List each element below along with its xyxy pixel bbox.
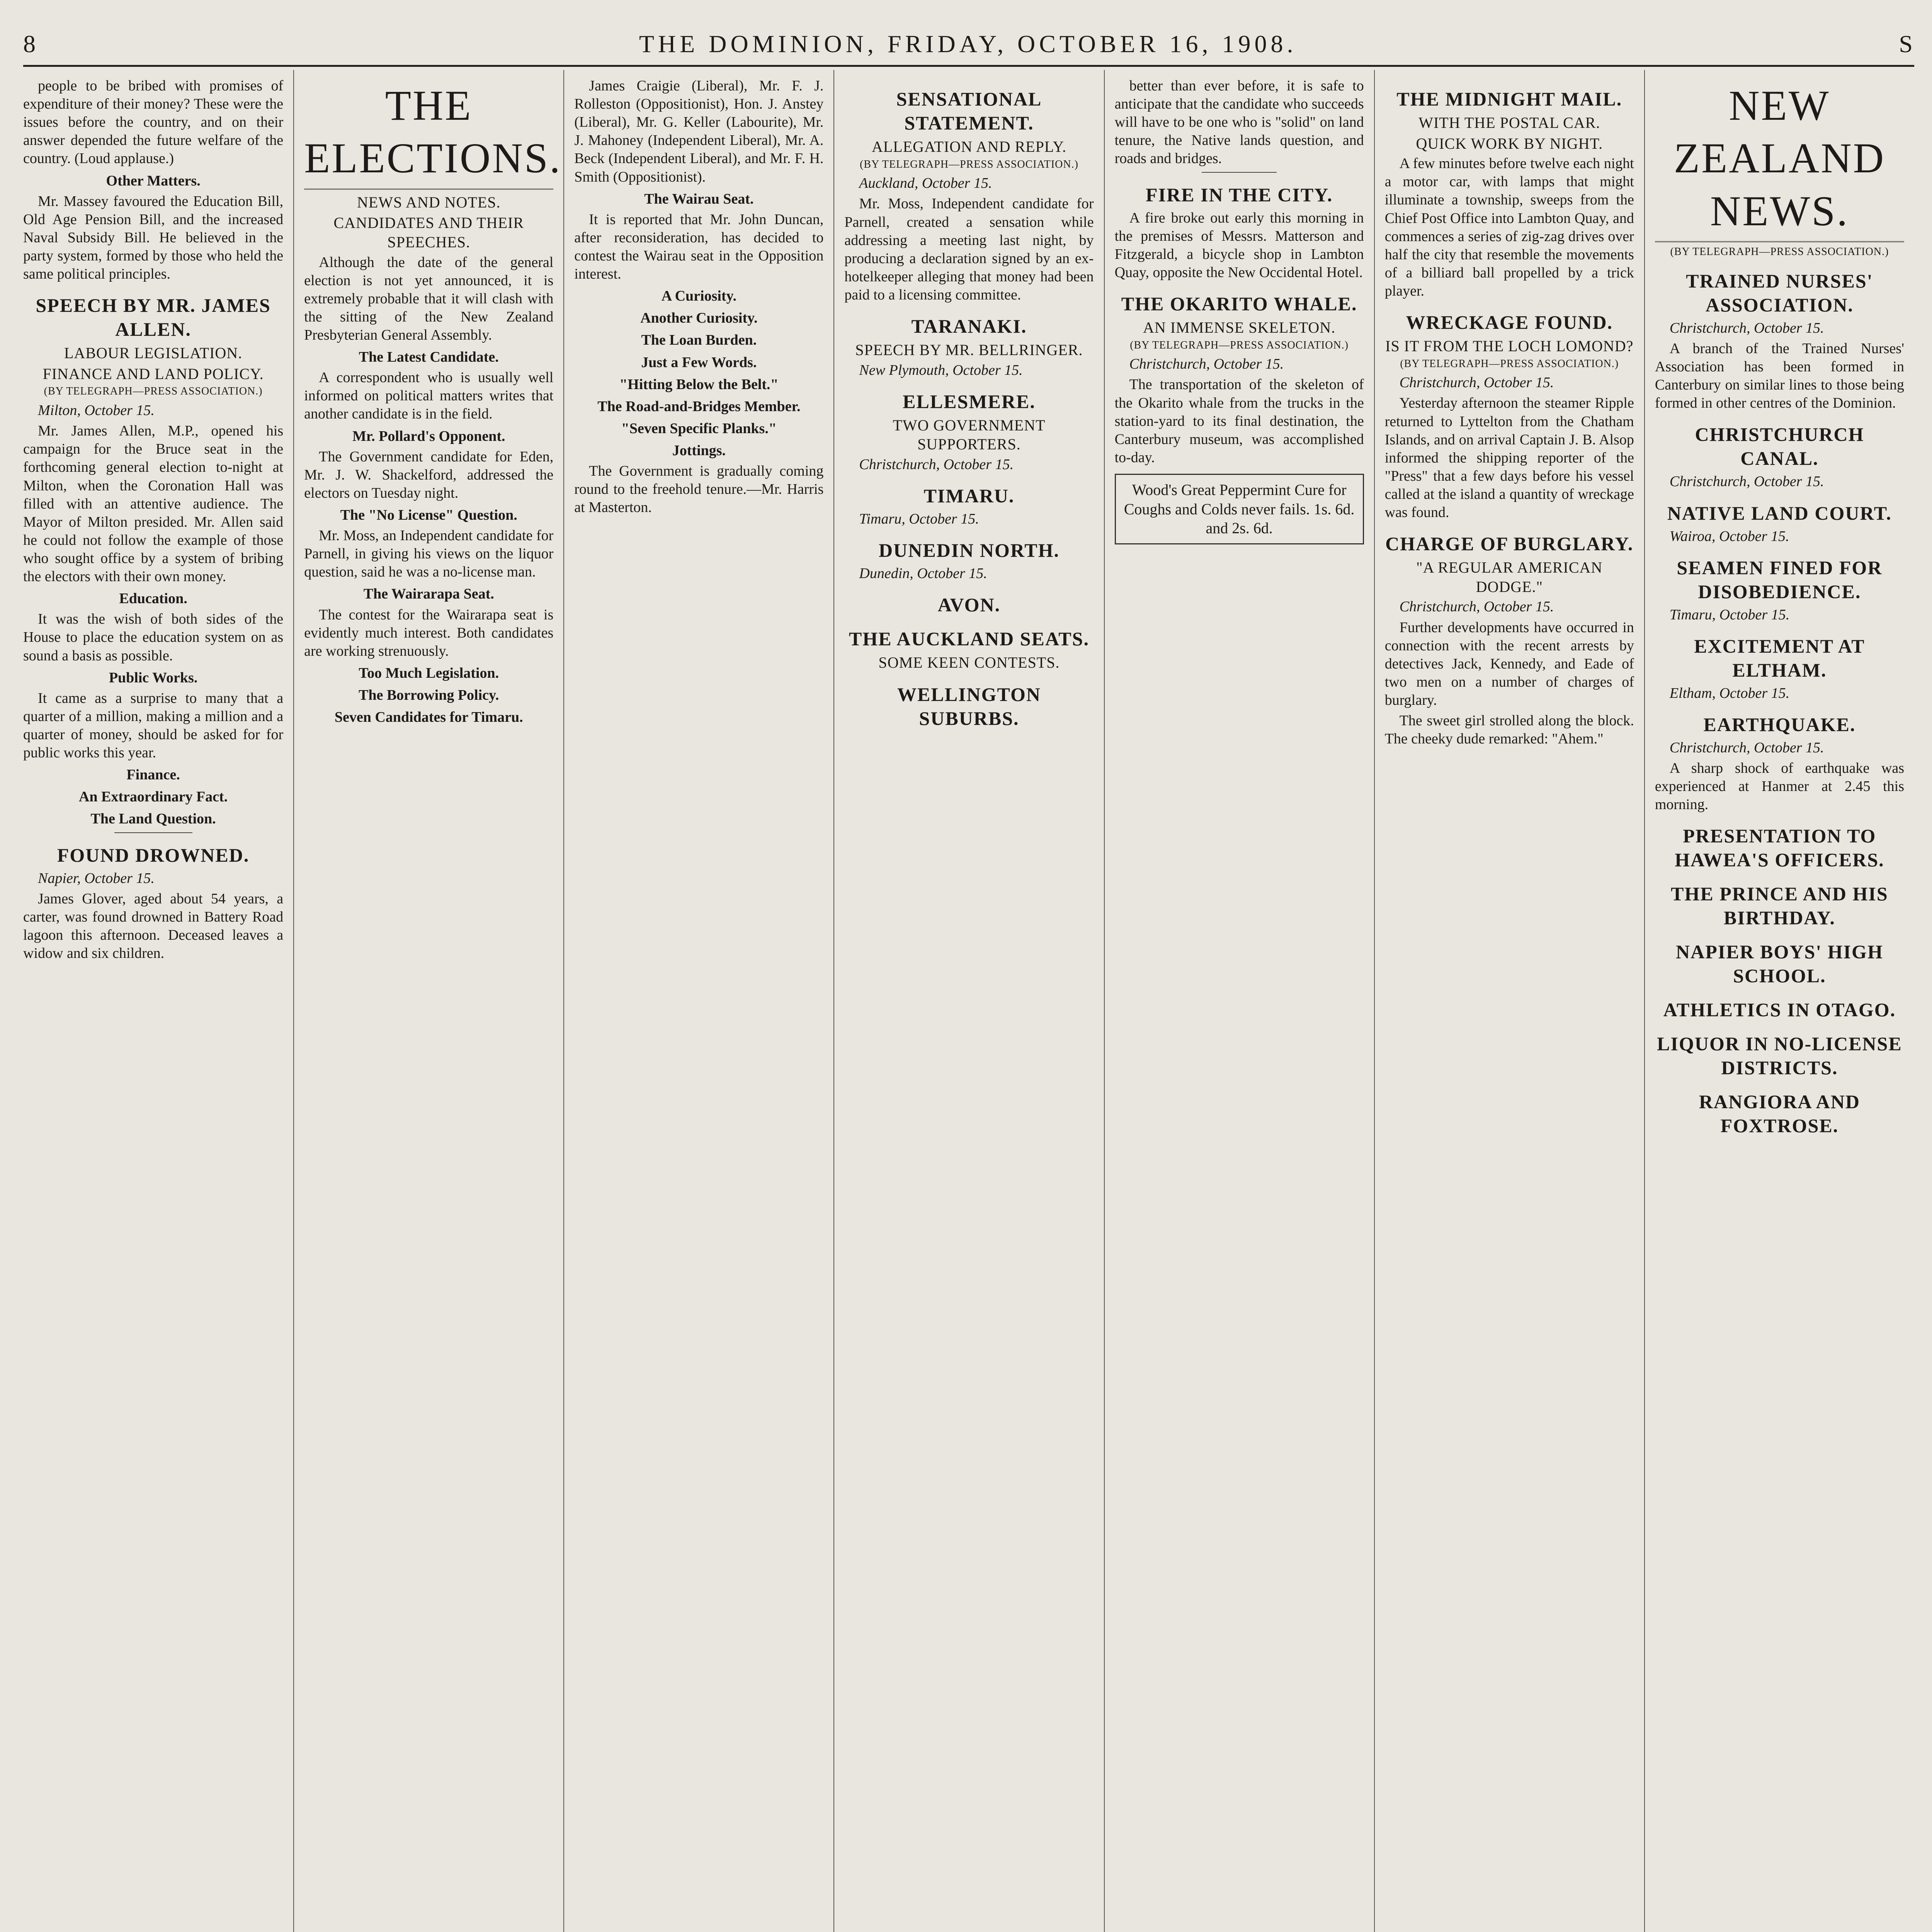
side-heading: The Land Question. bbox=[90, 811, 216, 827]
headline: SPEECH BY MR. JAMES ALLEN. bbox=[36, 294, 271, 340]
subheadline: QUICK WORK BY NIGHT. bbox=[1416, 134, 1603, 152]
column-3 bbox=[563, 70, 833, 1932]
headline: NATIVE LAND COURT. bbox=[1667, 502, 1892, 524]
press-credit: (BY TELEGRAPH—PRESS ASSOCIATION.) bbox=[1130, 339, 1349, 351]
article-text: The sweet girl strolled along the block. The cheeky dude remarked: "Ahem." bbox=[1384, 713, 1634, 747]
subheadline: SPEECH BY MR. BELLRINGER. bbox=[855, 341, 1083, 359]
newspaper-title: THE DOMINION, FRIDAY, OCTOBER 16, 1908. bbox=[639, 30, 1297, 58]
column-6 bbox=[1374, 70, 1644, 1932]
masthead bbox=[23, 23, 1914, 67]
divider bbox=[1202, 172, 1277, 173]
article-text: Mr. Massey favoured the Education Bill, Old Age Pension Bill, and the increased Naval Subsidy Bill. He believed in the party system, formed by those who held the same political principles. bbox=[23, 193, 284, 282]
headline: FOUND DROWNED. bbox=[57, 844, 250, 866]
press-credit: (BY TELEGRAPH—PRESS ASSOCIATION.) bbox=[1400, 357, 1619, 370]
article-text: Mr. Moss, Independent candidate for Parnell, created a sensation while addressing a meeting last night, by producing a declaration signed by an ex-hotelkeeper alleging that money had been paid to a licensing committee. bbox=[844, 196, 1094, 303]
headline: EXCITEMENT AT ELTHAM. bbox=[1694, 635, 1865, 681]
article-text: James Glover, aged about 54 years, a carter, was found drowned in Battery Road lagoon this afternoon. Deceased leaves a widow and six children. bbox=[23, 890, 284, 961]
dateline: Timaru, October 15. bbox=[859, 511, 979, 527]
headline: RANGIORA AND FOXTROSE. bbox=[1699, 1091, 1860, 1137]
headline: THE PRINCE AND HIS BIRTHDAY. bbox=[1671, 883, 1888, 929]
headline: CHRISTCHURCH CANAL. bbox=[1695, 423, 1864, 469]
dateline: Christchurch, October 15. bbox=[1399, 599, 1554, 615]
article-text: better than ever before, it is safe to anticipate that the candidate who succeeds will have to be one who is "solid" on land tenure, the Native lands question, and roads and bridges. bbox=[1114, 78, 1364, 167]
headline: THE AUCKLAND SEATS. bbox=[849, 628, 1089, 650]
article-text: Mr. Moss, an Independent candidate for Parnell, in giving his views on the liquor question, said he was a no-license man. bbox=[304, 527, 554, 580]
dateline: New Plymouth, October 15. bbox=[859, 362, 1023, 378]
side-heading: Seven Candidates for Timaru. bbox=[334, 709, 523, 726]
side-heading: Public Works. bbox=[109, 669, 198, 686]
headline: ELLESMERE. bbox=[903, 390, 1036, 412]
article-text: It came as a surprise to many that a quarter of a million, making a million and a quarter of money, should be asked for for public works this year. bbox=[23, 690, 284, 761]
subheadline: AN IMMENSE SKELETON. bbox=[1143, 318, 1336, 336]
article-text: The contest for the Wairarapa seat is evidently much interest. Both candidates are working strenuously. bbox=[304, 606, 554, 659]
headline: TIMARU. bbox=[923, 485, 1015, 507]
subheadline: LABOUR LEGISLATION. bbox=[64, 344, 243, 362]
section-title: THE ELECTIONS. bbox=[304, 79, 553, 190]
headline: EARTHQUAKE. bbox=[1703, 713, 1856, 735]
dateline: Christchurch, October 15. bbox=[1129, 356, 1284, 372]
side-heading: Other Matters. bbox=[106, 172, 201, 189]
article-text: It was the wish of both sides of the House to place the education system on as sound a basis as possible. bbox=[23, 611, 284, 664]
subheadline: IS IT FROM THE LOCH LOMOND? bbox=[1385, 337, 1634, 355]
headline: PRESENTATION TO HAWEA'S OFFICERS. bbox=[1675, 825, 1884, 871]
article-text: James Craigie (Liberal), Mr. F. J. Rolleston (Oppositionist), Hon. J. Anstey (Liberal), Mr. G. Keller (Labourite), Mr. J. Mahoney (Independent Liberal), Mr. A. Beck (Independent Liberal), and Mr. F. H. Smith (Oppositionist). bbox=[574, 78, 824, 185]
advertisement bbox=[1115, 474, 1364, 544]
column-7 bbox=[1644, 70, 1914, 1932]
headline: CHARGE OF BURGLARY. bbox=[1385, 533, 1634, 555]
side-heading: Mr. Pollard's Opponent. bbox=[352, 428, 505, 444]
headline: NAPIER BOYS' HIGH SCHOOL. bbox=[1675, 941, 1883, 987]
dateline: Milton, October 15. bbox=[38, 402, 155, 419]
subheadline: "A REGULAR AMERICAN DODGE." bbox=[1416, 559, 1603, 595]
section-title: NEW ZEALAND NEWS. bbox=[1655, 79, 1904, 242]
side-heading: Another Curiosity. bbox=[640, 310, 758, 327]
subheadline: NEWS AND NOTES. bbox=[357, 193, 501, 211]
headline: SENSATIONAL STATEMENT. bbox=[896, 88, 1042, 134]
side-heading: Just a Few Words. bbox=[641, 354, 757, 371]
dateline: Auckland, October 15. bbox=[859, 175, 992, 192]
column-2 bbox=[293, 70, 563, 1932]
side-heading: The Loan Burden. bbox=[641, 332, 757, 349]
side-heading: "Hitting Below the Belt." bbox=[619, 376, 779, 393]
dateline: Timaru, October 15. bbox=[1669, 606, 1790, 623]
dateline: Christchurch, October 15. bbox=[1669, 473, 1824, 490]
column-4 bbox=[833, 70, 1104, 1932]
dateline: Christchurch, October 15. bbox=[1669, 320, 1824, 336]
press-credit: (BY TELEGRAPH—PRESS ASSOCIATION.) bbox=[44, 385, 263, 398]
page-number: 8 bbox=[23, 30, 37, 58]
article-text: The Government candidate for Eden, Mr. J. W. Shackelford, addressed the electors on Tuesday night. bbox=[304, 448, 554, 501]
subheadline: CANDIDATES AND THEIR SPEECHES. bbox=[333, 214, 524, 251]
dateline: Christchurch, October 15. bbox=[1399, 374, 1554, 391]
press-credit: (BY TELEGRAPH—PRESS ASSOCIATION.) bbox=[860, 158, 1078, 170]
headline: DUNEDIN NORTH. bbox=[879, 539, 1060, 561]
subheadline: TWO GOVERNMENT SUPPORTERS. bbox=[893, 416, 1046, 453]
side-heading: Finance. bbox=[126, 767, 180, 783]
headline: LIQUOR IN NO-LICENSE DISTRICTS. bbox=[1657, 1033, 1902, 1079]
article-text: A correspondent who is usually well informed on political matters writes that another candidate is in the field. bbox=[304, 369, 554, 422]
article-text: The Government is gradually coming round to the freehold tenure.—Mr. Harris at Masterton. bbox=[574, 463, 824, 516]
article-text: people to be bribed with promises of expenditure of their money? These were the issues before the country, and on their answer depended the future welfare of the country. (Loud applause.) bbox=[23, 78, 284, 167]
side-heading: The Road-and-Bridges Member. bbox=[597, 398, 801, 415]
headline: TARANAKI. bbox=[911, 315, 1027, 337]
article-text: Mr. James Allen, M.P., opened his campaign for the Bruce seat in the forthcoming general election to-night at Milton, when the Coronation Hall was filled with an attentive audience. The Mayor of Milton presided. Mr. Allen said he could not follow the example of those who sought office by a system of bribing the electors with their own money. bbox=[23, 423, 284, 585]
headline: WELLINGTON SUBURBS. bbox=[897, 683, 1041, 729]
side-heading: The Borrowing Policy. bbox=[358, 687, 499, 703]
press-credit: (BY TELEGRAPH—PRESS ASSOCIATION.) bbox=[1670, 246, 1889, 258]
side-heading: Education. bbox=[119, 590, 187, 607]
headline: THE OKARITO WHALE. bbox=[1121, 293, 1357, 315]
side-heading: Too Much Legislation. bbox=[359, 665, 499, 681]
article-text: A branch of the Trained Nurses' Association has been formed in Canterbury on similar lines to those being formed in other centres of the Dominion. bbox=[1655, 340, 1904, 412]
headline: TRAINED NURSES' ASSOCIATION. bbox=[1686, 270, 1873, 316]
headline: THE MIDNIGHT MAIL. bbox=[1396, 88, 1622, 110]
dateline: Christchurch, October 15. bbox=[1669, 739, 1824, 756]
article-text: A fire broke out early this morning in the premises of Messrs. Matterson and Fitzgerald, a bicycle shop in Lambton Quay, opposite the New Occidental Hotel. bbox=[1114, 209, 1364, 281]
dateline: Wairoa, October 15. bbox=[1669, 528, 1789, 544]
headline: ATHLETICS IN OTAGO. bbox=[1663, 999, 1896, 1021]
side-heading: The "No License" Question. bbox=[340, 507, 517, 523]
subheadline: ALLEGATION AND REPLY. bbox=[871, 138, 1066, 155]
headline: WRECKAGE FOUND. bbox=[1406, 311, 1613, 333]
dateline: Eltham, October 15. bbox=[1669, 685, 1790, 701]
page-mark: S bbox=[1899, 30, 1914, 58]
advertisement-text: Wood's Great Peppermint Cure for Coughs and Colds never fails. 1s. 6d. and 2s. 6d. bbox=[1124, 481, 1355, 537]
side-heading: Jottings. bbox=[672, 442, 726, 459]
headline: AVON. bbox=[937, 594, 1001, 616]
side-heading: The Latest Candidate. bbox=[359, 349, 499, 366]
article-text: Yesterday afternoon the steamer Ripple returned to Lyttelton from the Chatham Islands, and on arrival Captain J. B. Alsop informed the shipping reporter of the "Press" that a few days before his vessel called at the island a quantity of wreckage was found. bbox=[1384, 395, 1634, 521]
side-heading: An Extraordinary Fact. bbox=[78, 789, 228, 805]
column-1 bbox=[23, 70, 293, 1932]
article-text: A few minutes before twelve each night a motor car, with lamps that might illuminate a township, sweeps from the Chief Post Office into Lambton Quay, and commences a series of zig-zag drives over half the city that resemble the movements of a billiard ball propelled by a trick player. bbox=[1384, 155, 1634, 299]
article-text: A sharp shock of earthquake was experienced at Hanmer at 2.45 this morning. bbox=[1655, 760, 1904, 813]
side-heading: The Wairarapa Seat. bbox=[363, 586, 494, 602]
article-text: The transportation of the skeleton of the Okarito whale from the trucks in the station-yard to its final destination, the Canterbury museum, was accomplished to-day. bbox=[1114, 376, 1364, 466]
subheadline: SOME KEEN CONTESTS. bbox=[878, 654, 1060, 672]
subheadline: WITH THE POSTAL CAR. bbox=[1418, 114, 1600, 131]
side-heading: The Wairau Seat. bbox=[644, 190, 754, 207]
article-text: Although the date of the general election is not yet announced, it is extremely probable that it will clash with the sitting of the New Zealand Presbyterian General Assembly. bbox=[304, 254, 554, 343]
article-text: Further developments have occurred in connection with the recent arrests by detectives Jack, Kennedy, and Eade of two men on a number of charges of burglary. bbox=[1384, 619, 1634, 708]
side-heading: "Seven Specific Planks." bbox=[621, 420, 777, 437]
headline: FIRE IN THE CITY. bbox=[1146, 184, 1333, 206]
article-text: It is reported that Mr. John Duncan, after reconsideration, has decided to contest the Wairau seat in the Opposition interest. bbox=[574, 211, 824, 282]
column-5 bbox=[1104, 70, 1374, 1932]
dateline: Napier, October 15. bbox=[38, 870, 155, 886]
columns bbox=[23, 70, 1914, 1932]
divider bbox=[114, 832, 192, 833]
headline: SEAMEN FINED FOR DISOBEDIENCE. bbox=[1677, 556, 1883, 602]
dateline: Christchurch, October 15. bbox=[859, 456, 1014, 473]
side-heading: A Curiosity. bbox=[661, 288, 736, 304]
subheadline: FINANCE AND LAND POLICY. bbox=[43, 365, 264, 383]
dateline: Dunedin, October 15. bbox=[859, 565, 987, 582]
